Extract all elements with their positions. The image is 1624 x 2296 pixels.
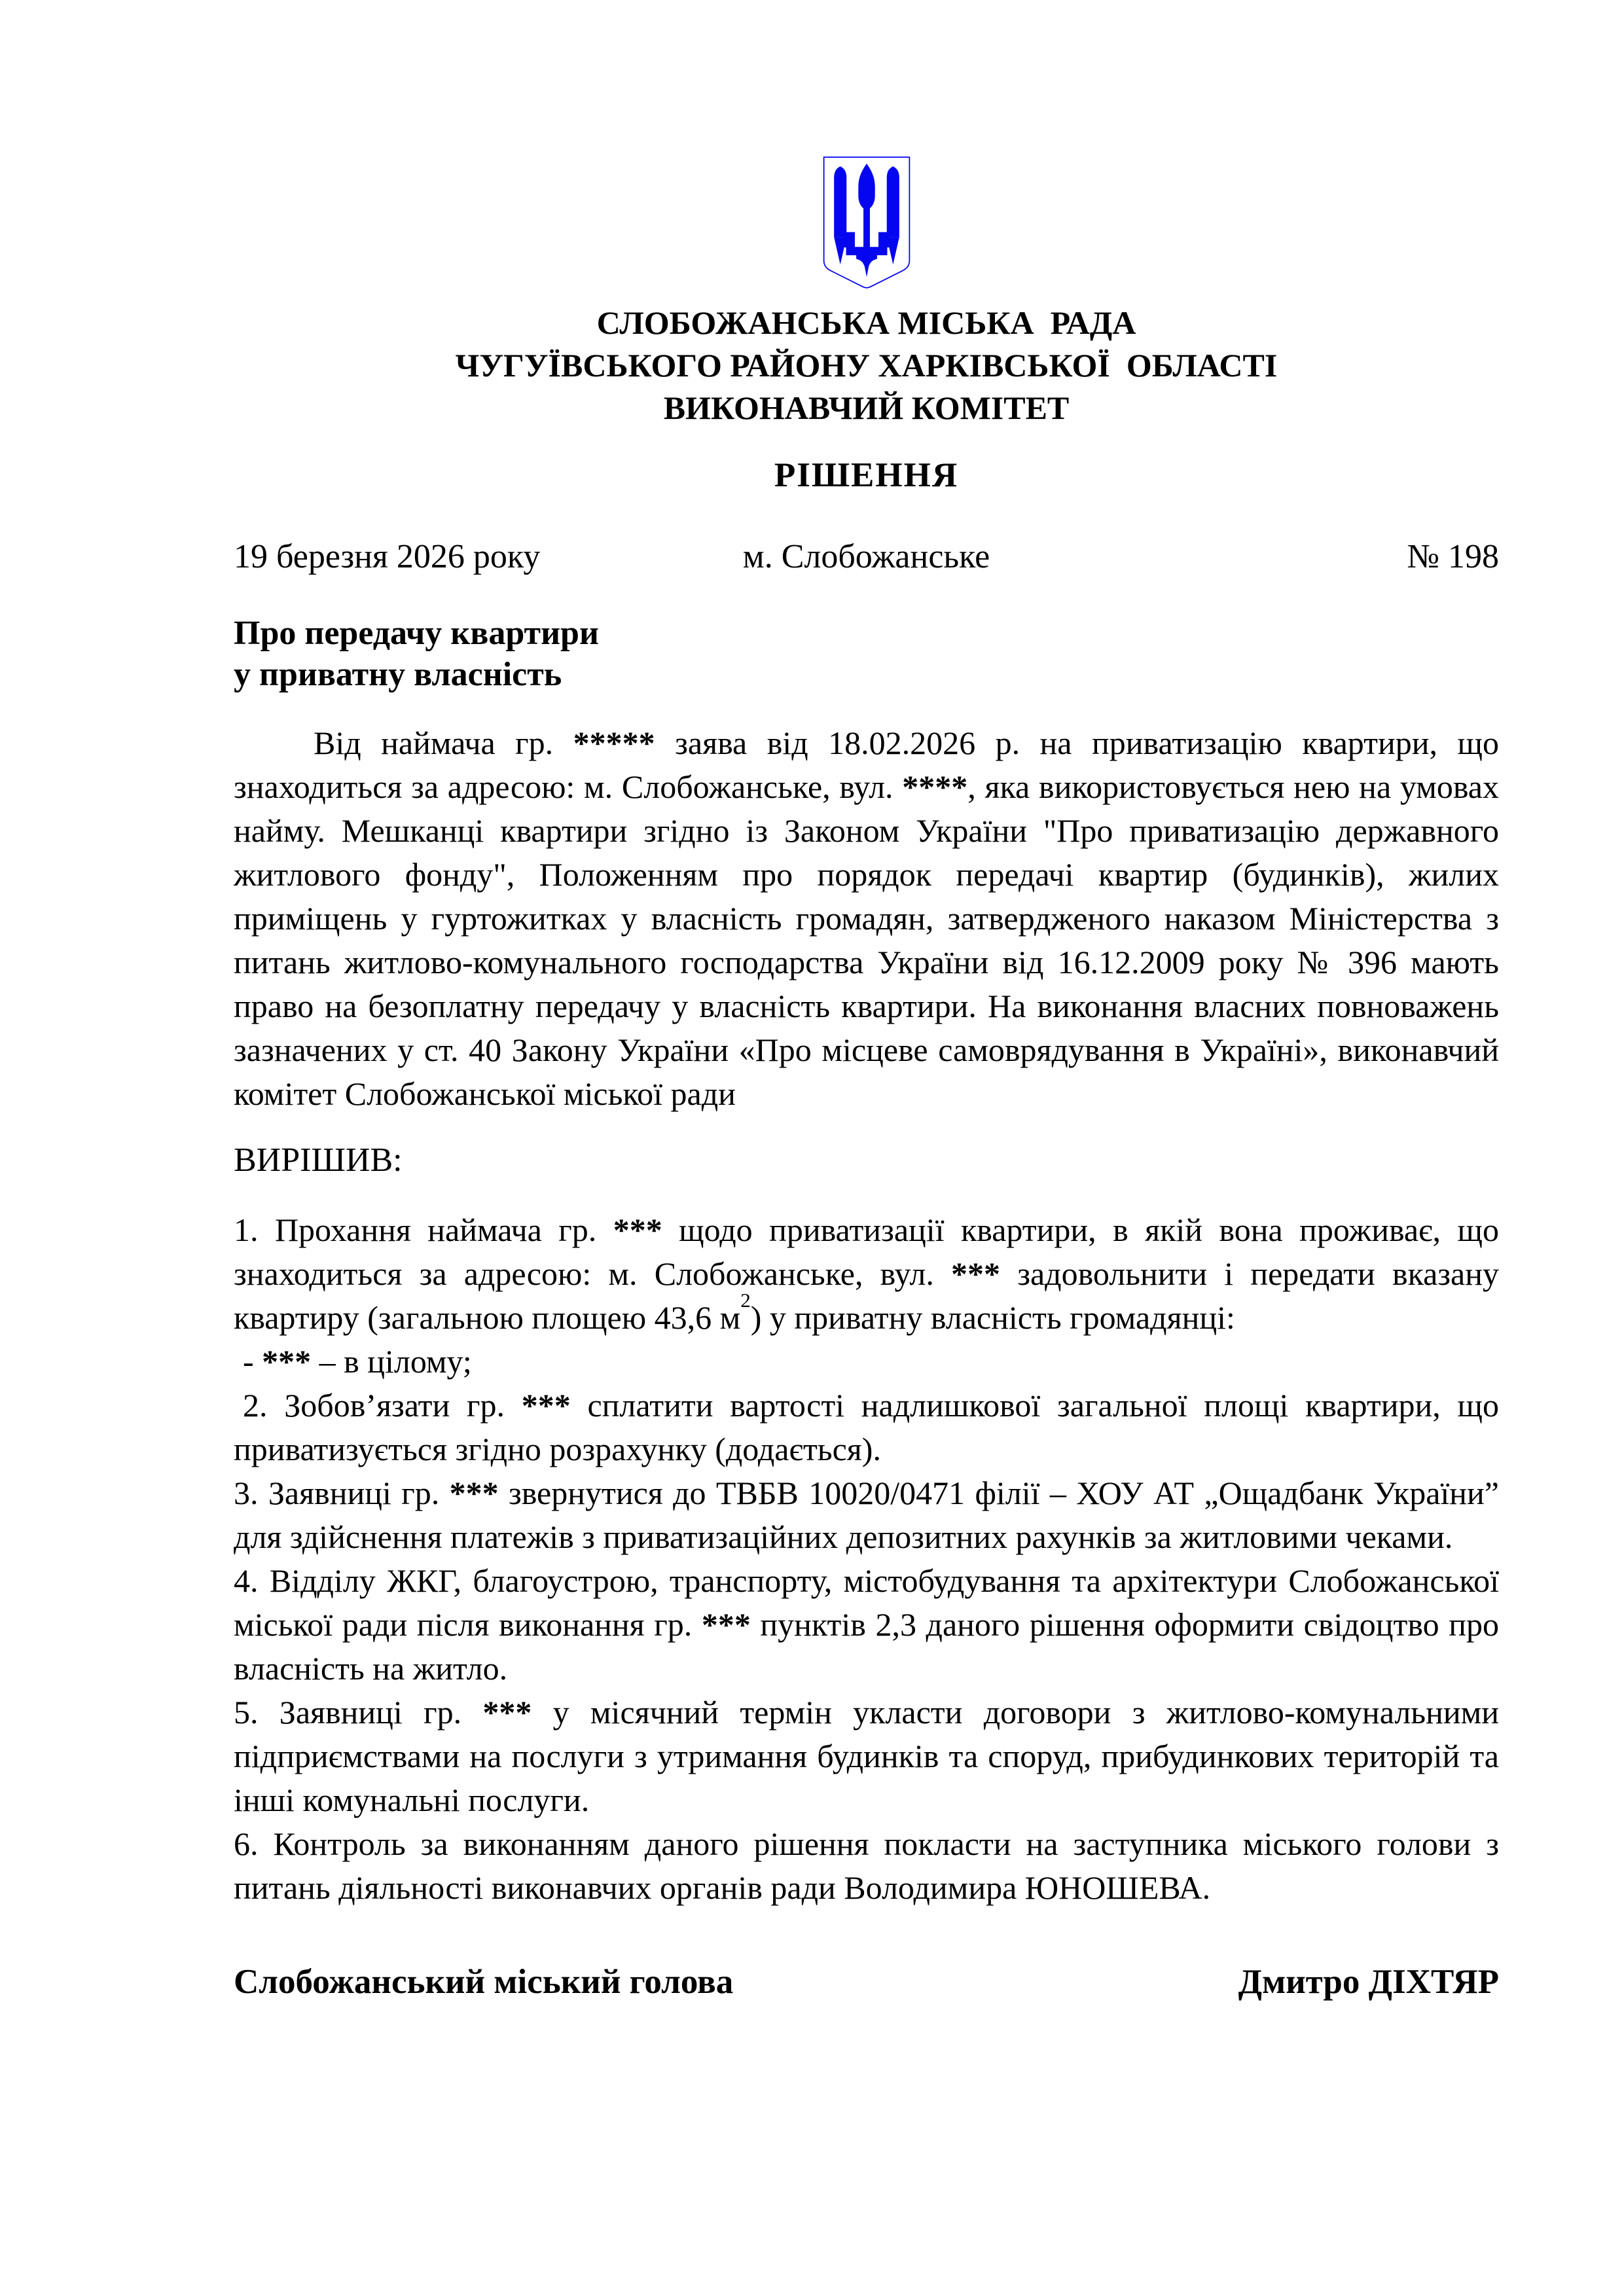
resolution-items [234, 1208, 1499, 1910]
resolution-item-1-sub [234, 1340, 1499, 1384]
redacted-stars: *** [482, 1694, 532, 1731]
redacted-stars: *** [701, 1606, 751, 1643]
item-text: 6. Контроль за виконанням даного рішення покласти на заступника міського голови з питань діяльності виконавчих органів ради Володимира ЮНОШЕВА. [234, 1825, 1499, 1906]
item-text: сплатити вартості надлишкової загальної площі квартири, що приватизується згідно розрахунку (додається). [234, 1387, 1499, 1467]
tryzub-coat-of-arms-icon [821, 156, 912, 290]
document-content [234, 0, 1499, 2001]
item-text: пунктів 2,3 даного рішення оформити свідоцтво про власність на житло. [234, 1606, 1499, 1687]
org-district: ЧУГУЇВСЬКОГО РАЙОНУ ХАРКІВСЬКОЇ ОБЛАСТІ [455, 347, 1278, 384]
redacted-stars: *** [449, 1475, 499, 1511]
signature-name: Дмитро ДІХТЯР [1238, 1963, 1499, 2001]
item-text: 3. Заявниці гр. [234, 1475, 450, 1511]
resolved-label: ВИРІШИВ: [234, 1141, 403, 1179]
item-text: звернутися до ТВБВ 10020/0471 філії – ХОУ АТ „Ощадбанк України” для здійснення платежів з приватизаційних депозитних рахунків за житловими чеками. [234, 1475, 1499, 1555]
meta-row [234, 538, 1499, 576]
subject-block [234, 613, 1499, 695]
item-text: 4. Відділу ЖКГ, благоустрою, транспорту, містобудування та архітектури Слобожанської міської ради після виконання гр. [234, 1562, 1499, 1643]
resolution-item-4 [234, 1559, 1499, 1691]
document-number: № 198 [1407, 538, 1499, 575]
resolution-item-1 [234, 1208, 1499, 1340]
org-header [234, 302, 1499, 429]
signature-title: Слобожанський міський голова [234, 1963, 734, 2001]
square-meters-superscript: 2 [740, 1288, 751, 1312]
redacted-stars: *** [951, 1255, 1001, 1292]
trident-glyph [834, 164, 899, 277]
redacted-stars: ***** [573, 725, 655, 761]
subject-line-1: Про передачу квартири [234, 615, 599, 652]
org-committee: ВИКОНАВЧИЙ КОМІТЕТ [663, 389, 1070, 426]
preamble-paragraph [234, 721, 1499, 1116]
preamble-text: Від наймача гр. [314, 725, 573, 761]
item-text: 5. Заявниці гр. [234, 1694, 483, 1731]
item-text: – в цілому; [311, 1343, 472, 1380]
item-text: у місячний термін укласти договори з житлово-комунальними підприємствами на послуги з утримання будинків та споруд, прибудинкових територій та інші комунальні послуги. [234, 1694, 1499, 1818]
org-name: СЛОБОЖАНСЬКА МІСЬКА РАДА [596, 304, 1136, 341]
item-text: щодо приватизації квартири, в якій вона проживає, що знаходиться за адресою: м. Слобожанське, вул. [234, 1211, 1499, 1292]
redacted-stars: *** [521, 1387, 571, 1424]
signature-row [234, 1962, 1499, 2001]
document-type-title: РІШЕННЯ [774, 456, 959, 494]
item-text: 1. Прохання наймача гр. [234, 1211, 613, 1248]
resolution-item-5 [234, 1691, 1499, 1822]
preamble-text: , яка використовується нею на умовах найму. Мешканці квартири згідно із Законом України "Про приватизацію державного житлового фонду", Положенням про порядок передачі квартир (будинків), жилих приміщень у гуртожитках у власність громадян, затвердженого наказом Міністерства з питань житлово-комунального господарства України від 16.12.2009 року № 396 мають право на безоплатну передачу у власність квартири. На виконання власних повноважень зазначених у ст. 40 Закону України «Про місцеве самоврядування в Україні», виконавчий комітет Слобожанської міської ради [234, 768, 1499, 1112]
item-text: - [243, 1343, 262, 1380]
document-date: 19 березня 2026 року [234, 538, 541, 575]
resolution-item-3 [234, 1471, 1499, 1559]
resolution-item-2 [234, 1384, 1499, 1471]
item-text: задовольнити і передати вказану квартиру (загальною площею 43,6 м [234, 1255, 1499, 1336]
resolution-item-6 [234, 1822, 1499, 1910]
item-text: ) у приватну власність громадянці: [750, 1299, 1235, 1336]
preamble-text: заява від 18.02.2026 р. на приватизацію квартири, що знаходиться за адресою: м. Слобожанське, вул. [234, 725, 1499, 805]
item-text: 2. Зобов’язати гр. [243, 1387, 522, 1424]
redacted-stars: **** [902, 768, 968, 805]
document-place: м. Слобожанське [742, 538, 990, 575]
redacted-stars: *** [613, 1211, 662, 1248]
subject-line-2: у приватну власність [234, 656, 562, 693]
redacted-stars: *** [262, 1343, 312, 1380]
